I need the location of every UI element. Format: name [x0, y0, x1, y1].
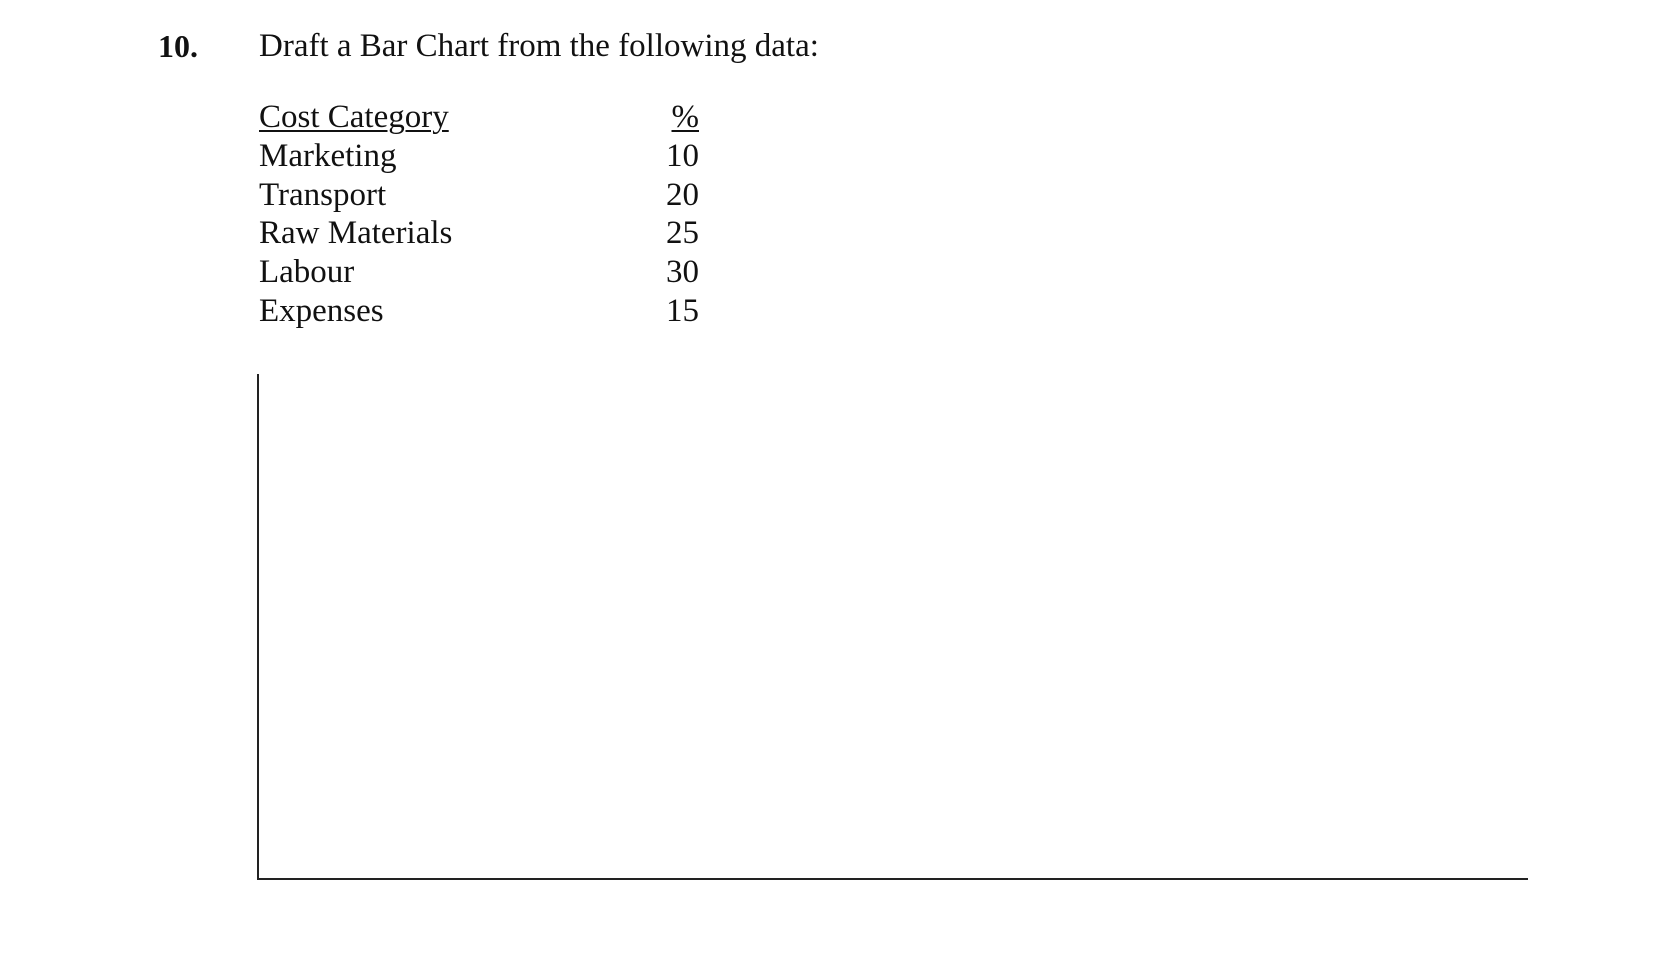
percent-header: %	[671, 99, 699, 136]
table-header-row	[259, 98, 699, 137]
question-number: 10.	[158, 28, 198, 64]
row-category: Labour	[259, 254, 355, 291]
question-text: Draft a Bar Chart from the following data:	[259, 28, 819, 64]
row-category: Transport	[259, 176, 387, 213]
table-row	[259, 253, 699, 292]
table-row	[259, 137, 699, 176]
table-row	[259, 291, 699, 330]
cost-category-header: Cost Category	[259, 99, 449, 136]
row-percent: 10	[666, 138, 699, 175]
row-percent: 25	[666, 215, 699, 252]
row-category: Marketing	[259, 138, 397, 175]
row-percent: 30	[666, 254, 699, 291]
row-category: Expenses	[259, 292, 384, 329]
table-row	[259, 175, 699, 214]
cost-data-table	[259, 98, 699, 330]
row-category: Raw Materials	[259, 215, 453, 252]
row-percent: 15	[666, 292, 699, 329]
row-percent: 20	[666, 176, 699, 213]
table-row	[259, 214, 699, 253]
